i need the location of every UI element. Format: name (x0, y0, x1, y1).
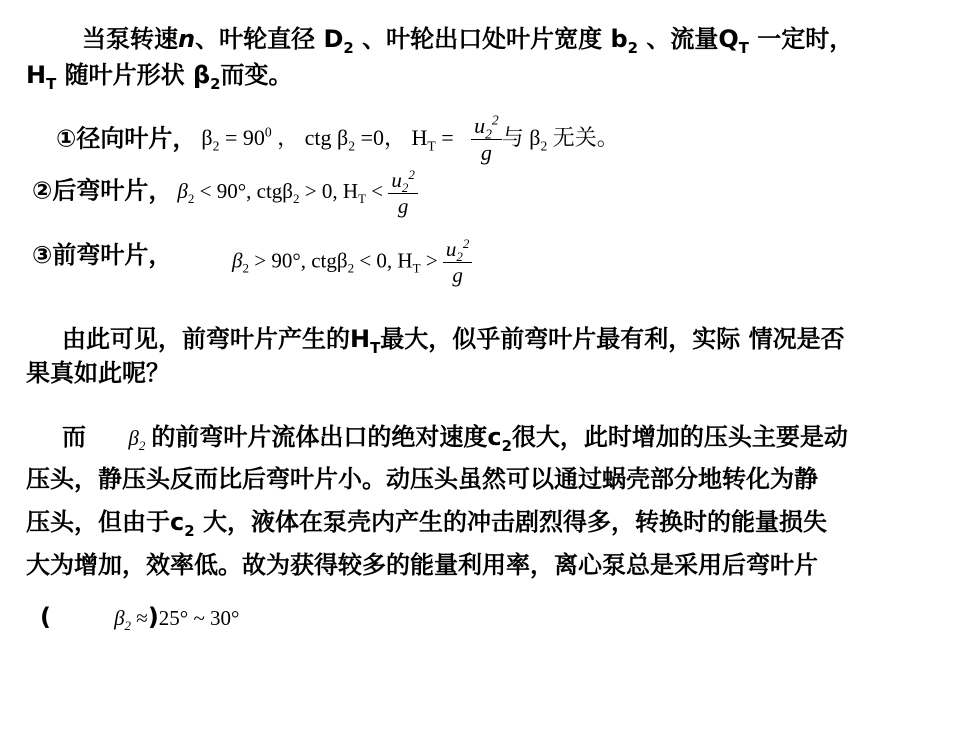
subscript: 2 (347, 260, 355, 276)
text: =0， H (355, 124, 428, 150)
backward-formula (177, 167, 417, 218)
subscript: 2 (456, 249, 463, 265)
text: 、叶轮直径 D (195, 25, 344, 53)
text: 与 β (501, 124, 541, 150)
text: < 90°, ctgβ (194, 179, 293, 204)
subscript: T (46, 74, 57, 93)
text: 很大，此时增加的压头主要是动 (511, 423, 848, 451)
radial-formula (201, 112, 619, 165)
text: ) (147, 603, 159, 631)
subscript: T (412, 260, 421, 276)
radial-label: ①径向叶片， (56, 124, 197, 153)
para1-line1 (82, 22, 853, 56)
text: 、流量Q (637, 25, 739, 53)
subscript: 2 (485, 126, 492, 142)
text: 而 (62, 423, 86, 451)
para3-line3 (26, 505, 827, 539)
denominator: g (452, 263, 463, 287)
text: 压头，但由于c (26, 508, 185, 536)
superscript: 0 (264, 124, 272, 140)
text: ( (40, 603, 51, 631)
subscript: 2 (124, 618, 132, 634)
text: 随叶片形状 β (56, 61, 211, 89)
text: β (177, 179, 188, 204)
subscript: 2 (242, 260, 249, 276)
forward-label: ③前弯叶片， (32, 241, 173, 269)
para3-line2: 压头，静压头反而比后弯叶片小。动压头虽然可以通过蜗壳部分地转化为静 (26, 465, 818, 493)
text: > (420, 248, 438, 273)
numerator (388, 168, 418, 194)
subscript: 2 (343, 38, 354, 57)
forward-fraction (443, 237, 473, 288)
text: > 0, H (299, 179, 359, 204)
n-symbol: n (178, 25, 196, 53)
subscript: 2 (627, 38, 638, 57)
angle-range: 25° ~ 30° (158, 606, 240, 630)
text: β (128, 426, 139, 450)
radial-fraction (471, 113, 502, 166)
text: 最大，似乎前弯叶片最有利，实际 情况是否 (380, 325, 845, 353)
para1-line2 (26, 58, 293, 92)
beta-symbol (114, 606, 132, 634)
subscript: T (427, 137, 436, 153)
forward-formula (232, 237, 472, 288)
text: 当泵转速 (82, 25, 178, 53)
subscript: T (358, 191, 366, 207)
text: 由此可见，前弯叶片产生的H (62, 325, 371, 353)
superscript: 2 (408, 167, 415, 182)
text: u (445, 237, 457, 261)
approx-sign: ≈ (131, 606, 148, 630)
subscript: 2 (212, 137, 220, 153)
text: 的前弯叶片流体出口的绝对速度c (151, 423, 502, 451)
text: 一定时， (748, 25, 854, 53)
para2-line1 (62, 322, 845, 356)
text: H (26, 61, 47, 89)
subscript: 2 (138, 438, 146, 454)
beta-symbol (128, 426, 146, 454)
text: u (474, 113, 486, 138)
subscript: 2 (401, 180, 409, 196)
para2-line2: 果真如此呢？ (26, 359, 170, 387)
backward-fraction (388, 168, 418, 219)
subscript: 2 (184, 521, 195, 540)
text: < (365, 179, 384, 204)
subscript: 2 (210, 74, 221, 93)
para3-line4: 大为增加，效率低。故为获得较多的能量利用率，离心泵总是采用后弯叶片 (26, 551, 818, 579)
text: = 90 (219, 124, 265, 150)
superscript: 2 (462, 236, 470, 251)
text: < 0, H (354, 248, 413, 273)
denominator: g (480, 140, 492, 165)
numerator (471, 113, 502, 140)
backward-label: ②后弯叶片， (32, 176, 173, 205)
subscript: 2 (501, 436, 512, 455)
text: 、叶轮出口处叶片宽度 b (353, 25, 628, 53)
backward-line (32, 168, 418, 228)
text: 无关。 (547, 124, 619, 150)
text: β (114, 606, 125, 630)
para3-line1 (62, 420, 848, 455)
numerator (443, 237, 473, 263)
denominator: g (397, 194, 409, 218)
subscript: 2 (348, 137, 356, 153)
subscript: 2 (540, 137, 548, 153)
para3-line5 (40, 600, 239, 634)
subscript: 2 (293, 191, 300, 207)
text: = (435, 124, 454, 150)
text: > 90°, ctgβ (248, 248, 348, 273)
text: 而变。 (220, 61, 293, 89)
radial-line (56, 112, 619, 175)
text: 大，液体在泵壳内产生的冲击剧烈得多，转换时的能量损失 (194, 508, 827, 536)
text: u (391, 168, 402, 192)
subscript: T (370, 338, 381, 357)
text: β (201, 124, 213, 150)
superscript: 2 (491, 112, 499, 128)
text: ， ctg β (271, 124, 349, 150)
subscript: 2 (187, 191, 195, 207)
text: β (232, 248, 243, 273)
subscript: T (738, 38, 749, 57)
